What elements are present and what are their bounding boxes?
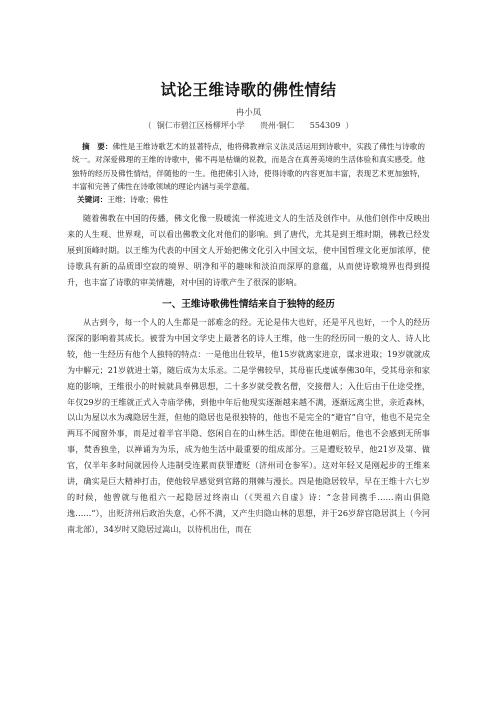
author-affiliation: （ 铜仁市碧江区杨柳坪小学 贵州·铜仁 554309 ） (143, 121, 354, 130)
keywords-text: 王维；诗歌；佛性 (107, 195, 169, 205)
author-name: 冉小凤 (235, 108, 262, 118)
paper-title: 试论王维诗歌的佛性情结 (160, 81, 337, 99)
abstract (72, 140, 425, 193)
keywords (77, 193, 430, 206)
abstract-label: 摘 要： (82, 142, 113, 151)
keywords-label: 关键词： (77, 195, 108, 205)
abstract-text: 佛性是王维诗歌艺术的显著特点，他将佛教禅宗义法灵活运用到诗歌中，实践了佛性与诗歌的统一。对深爱佛理的王维的诗歌中，佛不再是枯燥的说教，而是含在真善美境的生活体验和真实感受。他独特的经历及佛性情结，伴随他的一生。他把佛引入诗，使得诗歌的内容更加丰富，表现艺术更加独特，丰富和完善了佛性在诗歌领域的理论内涵与美学意蕴。 (72, 142, 426, 191)
abstract-paragraph (72, 140, 425, 193)
section-1-paragraph: 从古到今，每一个人的人生都是一部难念的经。无论是伟大也好，还是平凡也好，一个人的经历深深的影响着其成长。被誉为中国文学史上最著名的诗人王维，他一生的经历同一般的文人、诗人比较，他一生经历有他个人独特的特点：一是他出仕较早，他15岁就离家进京，谋求进取；19岁就就成为中解元；21岁就进士第，随后成为太乐丞。二是学佛较早，其母崔氏虔诚奉佛30年，受其母亲和家庭的影响，王维很小的时候就具奉佛思想，二十多岁就受教名僧，交接僧人；入仕后由于仕途受挫，年仅29岁的王维就正式入寺庙学佛，到他中年后他现实逐渐越来越不满，逐渐远离尘世，亲近森林，以山为屋以水为魂隐居生涯，但他的隐居也是很独特的，他也不是完全的“避官”自守，他也不是完全两耳不闻窗外事，而是过着半官半隐、悠闲自在的山林生活。即使在他退朝后，他也不会感到无所事事，焚香独坐，以禅诵为为乐，成为他生活中最重要的组成部分。三是遭贬较早，他21岁及第、做官，仅半年多时间就因伶人违制受连累而获罪遭贬（济州司仓参军）。这对年轻又是刚起步的王维来讲，确实是巨大精神打击，使他较早感觉到官路的荆棘与漫长。四是他隐居较早，早在王维十六七岁的时候，他曾就与他祖六一起隐居过终南山（《哭祖六自虚》诗：“念昔同携手……南山俱隐逸……”），出贬济州后政治失意，心怀不满，又产生归隐山林的思想，并于26岁辞官隐居淇上（今河南北部），34岁时又隐居过嵩山，以待机出仕，而在 (67, 317, 430, 534)
intro-paragraph: 随着佛教在中国的传播，佛文化像一股暖流一样流进文人的生活及创作中。从他们创作中反映出来的人生观、世界观，可以看出佛教文化对他们的影响。到了唐代，尤其是到王维时期，佛教已经发展到顶峰时期。以王维为代表的中国文人开始把佛文化引入中国文坛，使中国哲理文化更加浓厚，使诗歌具有新的品质即空寂的境界、明净和平的趣味和淡泊而深厚的意蕴，从而使诗歌境界也得到提升，也丰富了诗歌的审美情趣，对中国的诗歌产生了很深的影响。 (67, 213, 430, 288)
section-heading-1: 一、王维诗歌佛性情结来自于独特的经历 (162, 299, 335, 311)
